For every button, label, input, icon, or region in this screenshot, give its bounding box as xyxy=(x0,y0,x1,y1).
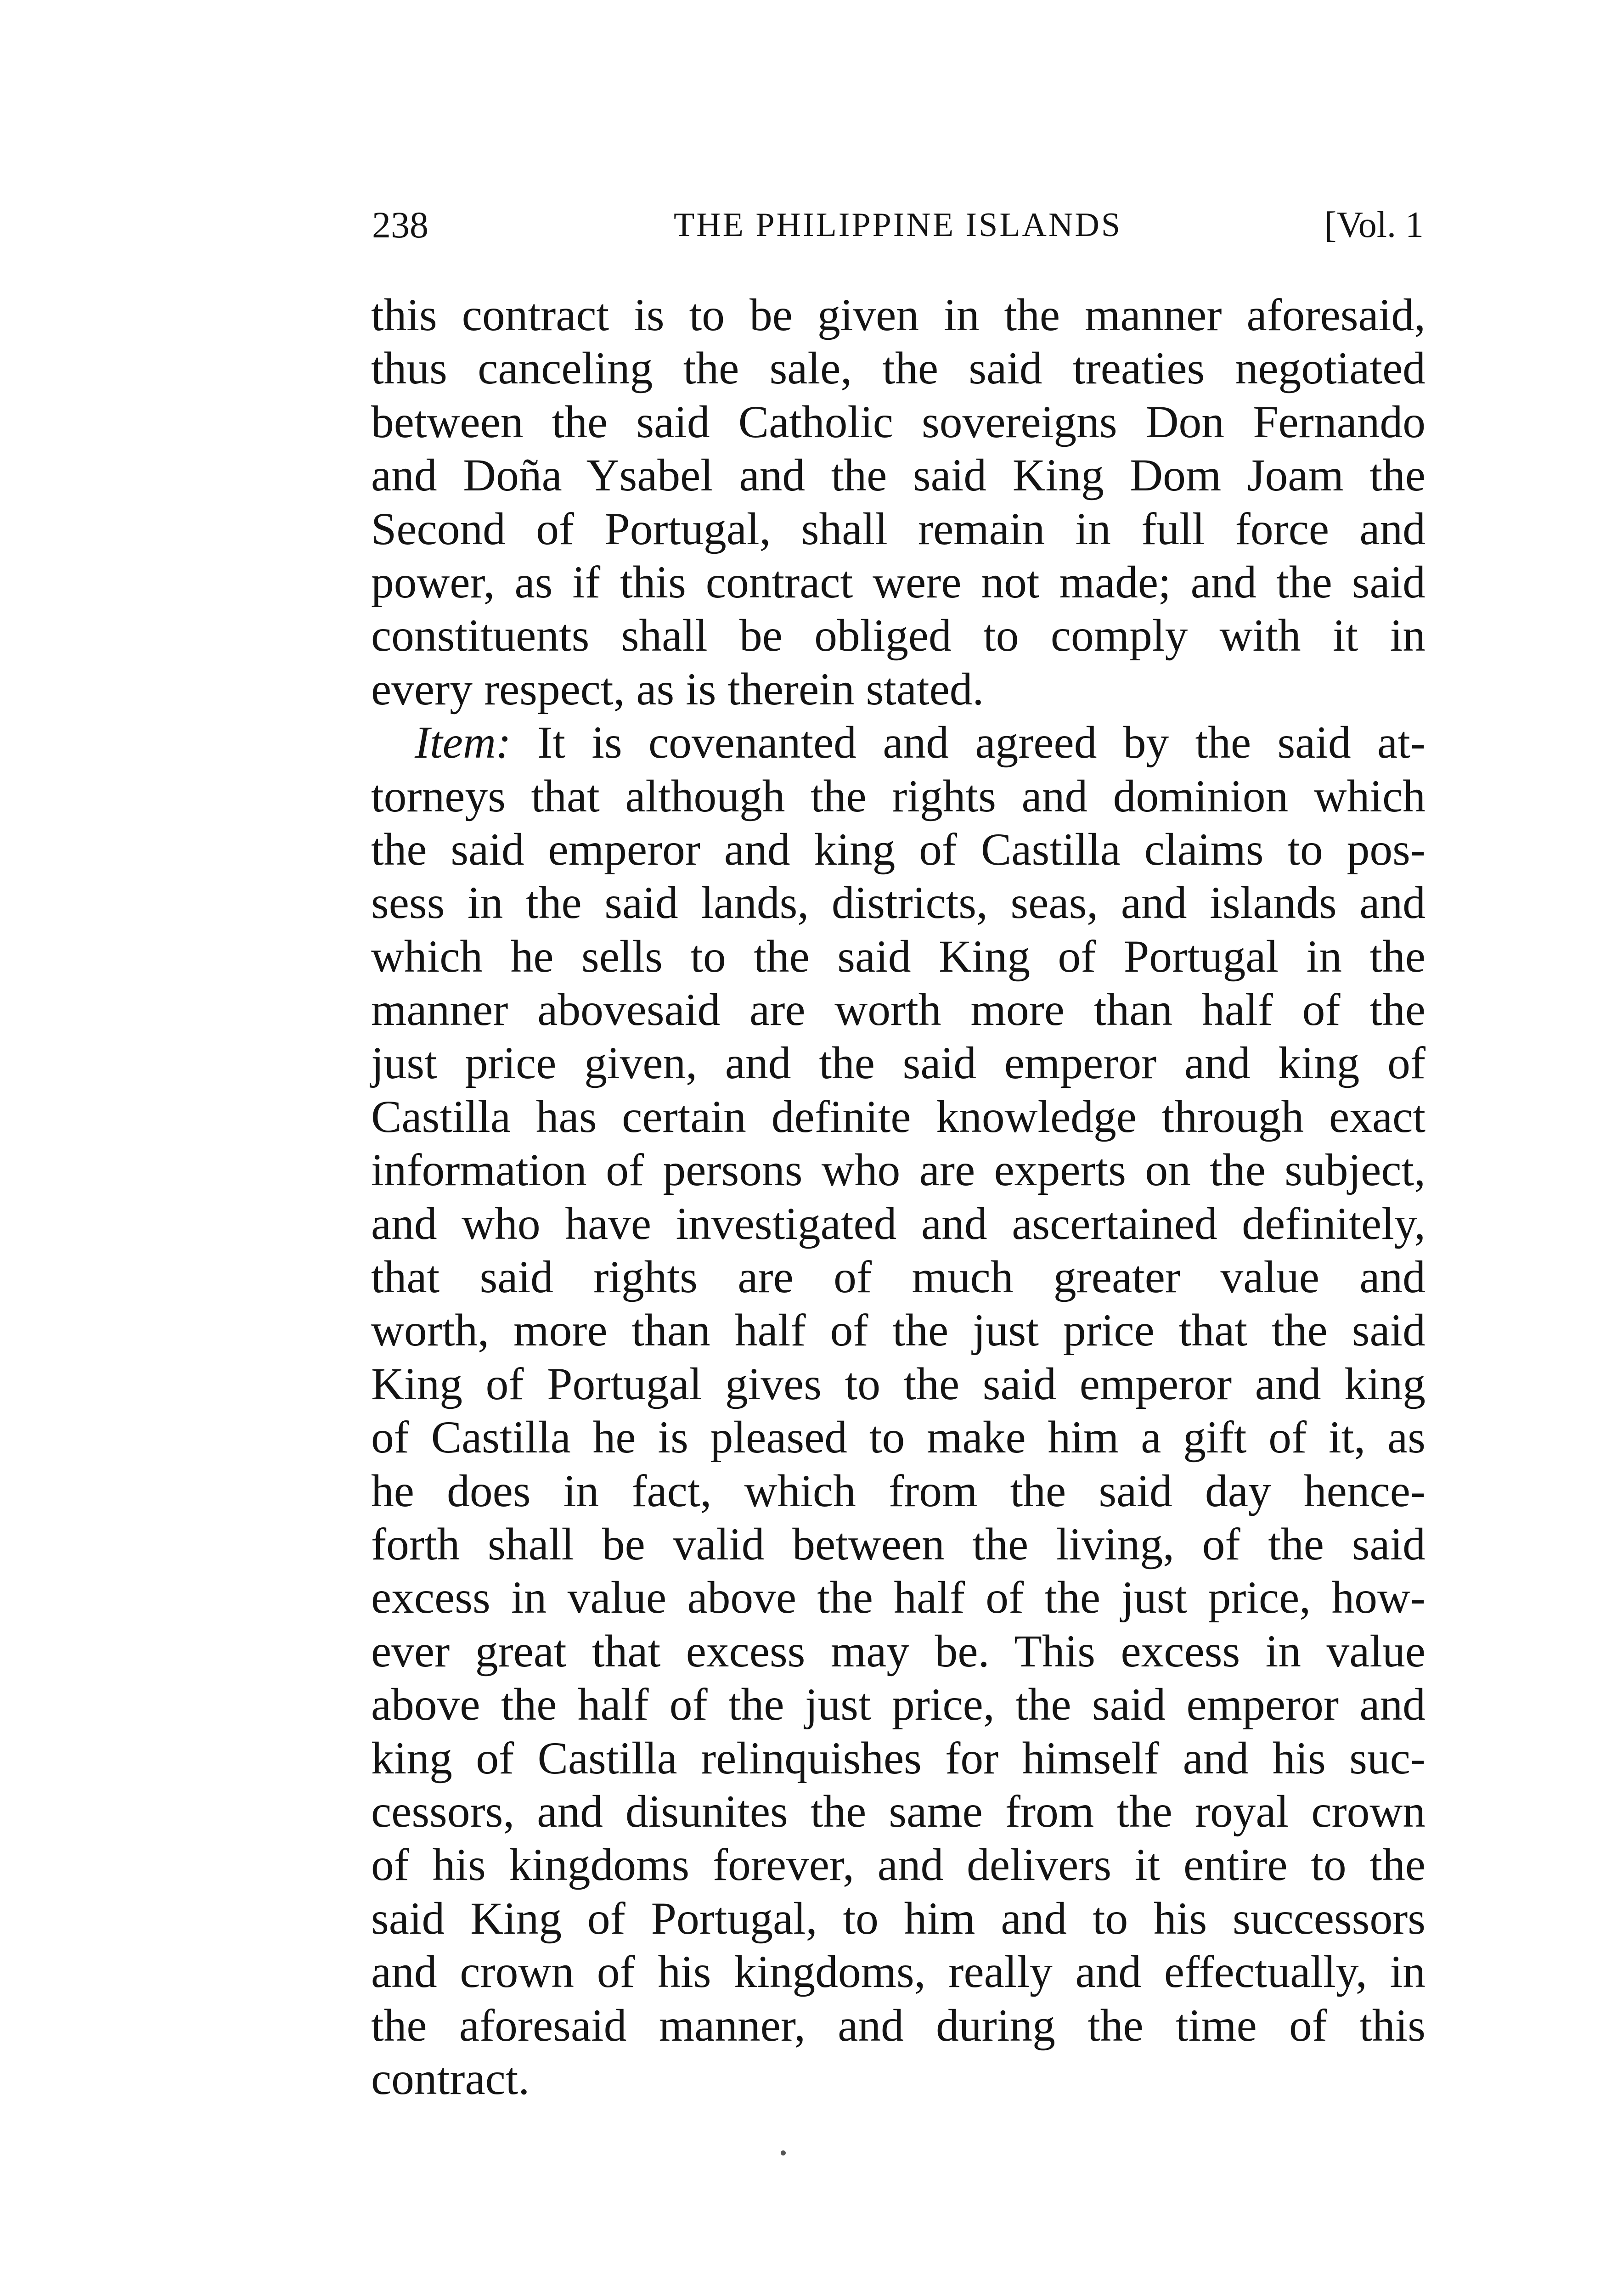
text-line: he does in fact, which from the said day hence- xyxy=(371,1465,1425,1516)
text-line: and Doña Ysabel and the said King Dom Joam the xyxy=(371,450,1425,501)
text-line: King of Portugal gives to the said emperor and king xyxy=(371,1358,1425,1409)
text-line: king of Castilla relinquishes for himself and his suc- xyxy=(371,1732,1425,1784)
text-line: above the half of the just price, the said emperor and xyxy=(371,1679,1425,1730)
item-label: Item: xyxy=(415,717,511,768)
paragraph-1 xyxy=(371,288,1425,716)
text-line: Castilla has certain definite knowledge through exact xyxy=(371,1091,1425,1142)
text-line-first xyxy=(371,716,1425,769)
text-line: this contract is to be given in the manner aforesaid, xyxy=(371,289,1425,340)
text-line: just price given, and the said emperor and king of xyxy=(371,1037,1425,1089)
text-line: every respect, as is therein stated. xyxy=(371,663,984,715)
text-line: between the said Catholic sovereigns Don Fernando xyxy=(371,396,1425,447)
text-line: contract. xyxy=(371,2053,530,2104)
page-number: 238 xyxy=(372,204,428,246)
text-line: said King of Portugal, to him and to his successors xyxy=(371,1892,1425,1944)
ink-speck xyxy=(781,2150,786,2155)
text-line: ever great that excess may be. This excess in value xyxy=(371,1625,1425,1677)
body-text xyxy=(371,288,1425,2105)
text-line: thus canceling the sale, the said treaties negotiated xyxy=(371,343,1425,394)
text-line: of his kingdoms forever, and delivers it entire to the xyxy=(371,1839,1425,1891)
paragraph-2 xyxy=(371,716,1425,2105)
running-title: THE PHILIPPINE ISLANDS xyxy=(674,206,1122,244)
text-line: the said emperor and king of Castilla claims to pos- xyxy=(371,823,1425,875)
text-line: the aforesaid manner, and during the time of this xyxy=(371,1999,1425,2051)
running-head xyxy=(372,197,1424,253)
first-line-text: It is covenanted and agreed by the said at- xyxy=(511,717,1425,768)
volume-label: [Vol. 1 xyxy=(1324,205,1424,245)
text-line: worth, more than half of the just price that the said xyxy=(371,1305,1425,1356)
text-line: cessors, and disunites the same from the royal crown xyxy=(371,1785,1425,1837)
text-line: forth shall be valid between the living, of the said xyxy=(371,1518,1425,1570)
text-line: Second of Portugal, shall remain in full force and xyxy=(371,503,1425,554)
text-line: information of persons who are experts on the subject, xyxy=(371,1144,1425,1196)
text-line: and who have investigated and ascertained definitely, xyxy=(371,1198,1425,1249)
text-line: torneys that although the rights and dominion which xyxy=(371,770,1425,822)
text-line: power, as if this contract were not made; and the said xyxy=(371,556,1425,608)
text-line: sess in the said lands, districts, seas, and islands and xyxy=(371,877,1425,929)
text-line: manner abovesaid are worth more than half of the xyxy=(371,984,1425,1035)
text-line: of Castilla he is pleased to make him a gift of it, as xyxy=(371,1412,1425,1463)
text-line: which he sells to the said King of Portugal in the xyxy=(371,930,1425,982)
text-line: constituents shall be obliged to comply with it in xyxy=(371,610,1425,661)
text-line: and crown of his kingdoms, really and effectually, in xyxy=(371,1946,1425,1998)
text-line: excess in value above the half of the just price, how- xyxy=(371,1572,1425,1623)
text-line: that said rights are of much greater value and xyxy=(371,1251,1425,1303)
